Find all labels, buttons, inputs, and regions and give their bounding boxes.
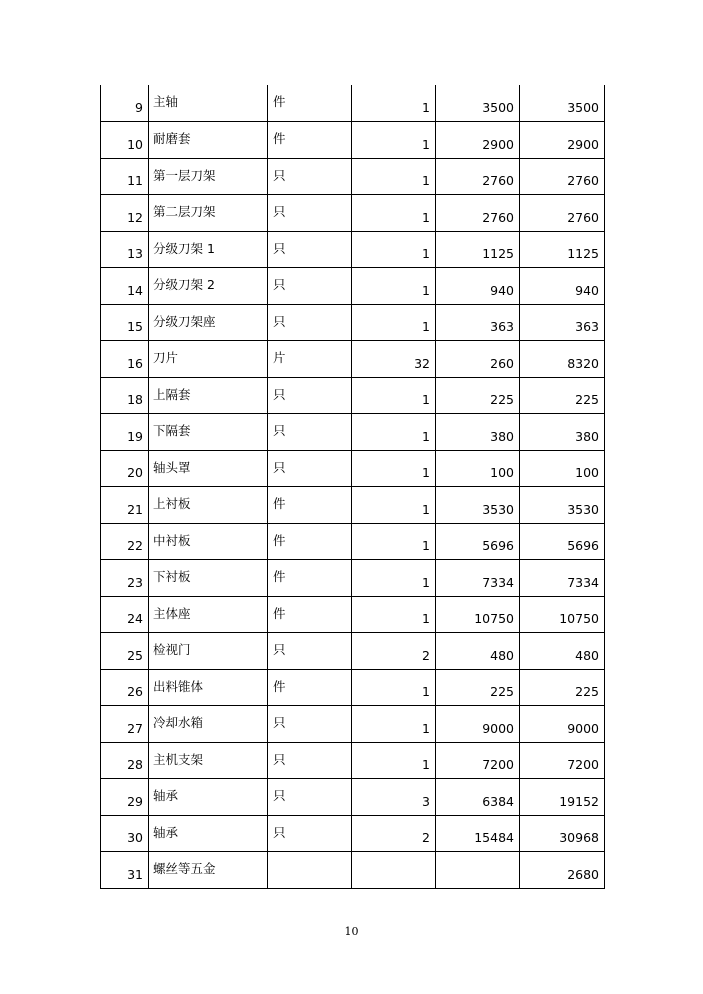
total-price-cell: 380 [520,414,605,451]
item-name-cell: 中衬板 [149,523,268,560]
row-number-cell: 24 [101,596,149,633]
unit-price-cell: 7334 [436,560,520,597]
parts-price-table [100,85,605,889]
item-name-cell: 出料锥体 [149,669,268,706]
table-row [101,377,605,414]
unit-cell: 片 [268,341,352,378]
quantity-cell: 1 [352,487,436,524]
unit-price-cell: 940 [436,268,520,305]
unit-cell: 只 [268,815,352,852]
unit-cell: 只 [268,304,352,341]
unit-cell: 件 [268,560,352,597]
total-price-cell: 7334 [520,560,605,597]
total-price-cell: 7200 [520,742,605,779]
item-name-cell: 主体座 [149,596,268,633]
total-price-cell: 363 [520,304,605,341]
table-row [101,85,605,122]
total-price-cell: 5696 [520,523,605,560]
quantity-cell: 1 [352,195,436,232]
table-row [101,450,605,487]
table-row [101,341,605,378]
row-number-cell: 16 [101,341,149,378]
table-row [101,669,605,706]
table-row [101,487,605,524]
quantity-cell: 1 [352,414,436,451]
total-price-cell: 3530 [520,487,605,524]
total-price-cell: 8320 [520,341,605,378]
item-name-cell: 第二层刀架 [149,195,268,232]
row-number-cell: 13 [101,231,149,268]
table-body [101,85,605,888]
unit-price-cell: 225 [436,669,520,706]
unit-price-cell: 6384 [436,779,520,816]
row-number-cell: 14 [101,268,149,305]
unit-price-cell: 7200 [436,742,520,779]
unit-price-cell: 5696 [436,523,520,560]
total-price-cell: 100 [520,450,605,487]
item-name-cell: 分级刀架 2 [149,268,268,305]
row-number-cell: 18 [101,377,149,414]
table-row [101,231,605,268]
total-price-cell: 2900 [520,122,605,159]
item-name-cell: 检视门 [149,633,268,670]
table-row [101,560,605,597]
table-row [101,158,605,195]
unit-price-cell: 3500 [436,85,520,122]
item-name-cell: 轴承 [149,779,268,816]
unit-price-cell: 2900 [436,122,520,159]
unit-price-cell: 15484 [436,815,520,852]
quantity-cell: 1 [352,450,436,487]
unit-cell: 件 [268,596,352,633]
row-number-cell: 23 [101,560,149,597]
table-row [101,815,605,852]
unit-price-cell [436,852,520,889]
row-number-cell: 21 [101,487,149,524]
unit-cell: 件 [268,487,352,524]
unit-cell: 只 [268,414,352,451]
unit-cell: 只 [268,377,352,414]
table-row [101,852,605,889]
quantity-cell: 1 [352,158,436,195]
table-row [101,268,605,305]
unit-cell: 只 [268,195,352,232]
row-number-cell: 28 [101,742,149,779]
row-number-cell: 31 [101,852,149,889]
quantity-cell: 1 [352,268,436,305]
item-name-cell: 轴承 [149,815,268,852]
quantity-cell: 1 [352,231,436,268]
unit-price-cell: 2760 [436,195,520,232]
quantity-cell: 32 [352,341,436,378]
row-number-cell: 10 [101,122,149,159]
item-name-cell: 分级刀架座 [149,304,268,341]
quantity-cell: 1 [352,706,436,743]
table-row [101,633,605,670]
unit-price-cell: 260 [436,341,520,378]
table-row [101,304,605,341]
table-row [101,122,605,159]
row-number-cell: 27 [101,706,149,743]
unit-price-cell: 100 [436,450,520,487]
item-name-cell: 轴头罩 [149,450,268,487]
quantity-cell: 1 [352,669,436,706]
row-number-cell: 25 [101,633,149,670]
unit-cell: 件 [268,85,352,122]
quantity-cell: 2 [352,815,436,852]
total-price-cell: 940 [520,268,605,305]
table-row [101,742,605,779]
total-price-cell: 225 [520,669,605,706]
row-number-cell: 11 [101,158,149,195]
total-price-cell: 9000 [520,706,605,743]
quantity-cell: 1 [352,377,436,414]
quantity-cell: 1 [352,523,436,560]
item-name-cell: 冷却水箱 [149,706,268,743]
unit-price-cell: 225 [436,377,520,414]
unit-cell: 件 [268,523,352,560]
quantity-cell: 1 [352,742,436,779]
unit-price-cell: 3530 [436,487,520,524]
row-number-cell: 20 [101,450,149,487]
row-number-cell: 15 [101,304,149,341]
unit-price-cell: 9000 [436,706,520,743]
item-name-cell: 上衬板 [149,487,268,524]
total-price-cell: 225 [520,377,605,414]
quantity-cell: 1 [352,596,436,633]
page-number: 10 [344,925,359,938]
unit-cell [268,852,352,889]
total-price-cell: 2760 [520,195,605,232]
total-price-cell: 2680 [520,852,605,889]
unit-price-cell: 1125 [436,231,520,268]
quantity-cell [352,852,436,889]
row-number-cell: 30 [101,815,149,852]
unit-cell: 只 [268,450,352,487]
total-price-cell: 3500 [520,85,605,122]
unit-cell: 只 [268,231,352,268]
row-number-cell: 26 [101,669,149,706]
table-row [101,523,605,560]
item-name-cell: 螺丝等五金 [149,852,268,889]
item-name-cell: 下衬板 [149,560,268,597]
unit-cell: 只 [268,158,352,195]
row-number-cell: 22 [101,523,149,560]
item-name-cell: 分级刀架 1 [149,231,268,268]
unit-price-cell: 480 [436,633,520,670]
table-row [101,195,605,232]
unit-cell: 件 [268,669,352,706]
unit-cell: 件 [268,122,352,159]
unit-cell: 只 [268,268,352,305]
item-name-cell: 刀片 [149,341,268,378]
quantity-cell: 1 [352,560,436,597]
unit-cell: 只 [268,779,352,816]
unit-price-cell: 10750 [436,596,520,633]
quantity-cell: 3 [352,779,436,816]
item-name-cell: 第一层刀架 [149,158,268,195]
row-number-cell: 9 [101,85,149,122]
total-price-cell: 480 [520,633,605,670]
table-row [101,779,605,816]
total-price-cell: 2760 [520,158,605,195]
item-name-cell: 上隔套 [149,377,268,414]
item-name-cell: 下隔套 [149,414,268,451]
row-number-cell: 29 [101,779,149,816]
total-price-cell: 10750 [520,596,605,633]
table-row [101,414,605,451]
item-name-cell: 耐磨套 [149,122,268,159]
quantity-cell: 1 [352,122,436,159]
item-name-cell: 主机支架 [149,742,268,779]
unit-price-cell: 2760 [436,158,520,195]
quantity-cell: 1 [352,304,436,341]
unit-price-cell: 363 [436,304,520,341]
total-price-cell: 1125 [520,231,605,268]
total-price-cell: 30968 [520,815,605,852]
unit-price-cell: 380 [436,414,520,451]
quantity-cell: 2 [352,633,436,670]
table-row [101,596,605,633]
unit-cell: 只 [268,742,352,779]
row-number-cell: 12 [101,195,149,232]
row-number-cell: 19 [101,414,149,451]
table-row [101,706,605,743]
quantity-cell: 1 [352,85,436,122]
item-name-cell: 主轴 [149,85,268,122]
unit-cell: 只 [268,633,352,670]
total-price-cell: 19152 [520,779,605,816]
unit-cell: 只 [268,706,352,743]
